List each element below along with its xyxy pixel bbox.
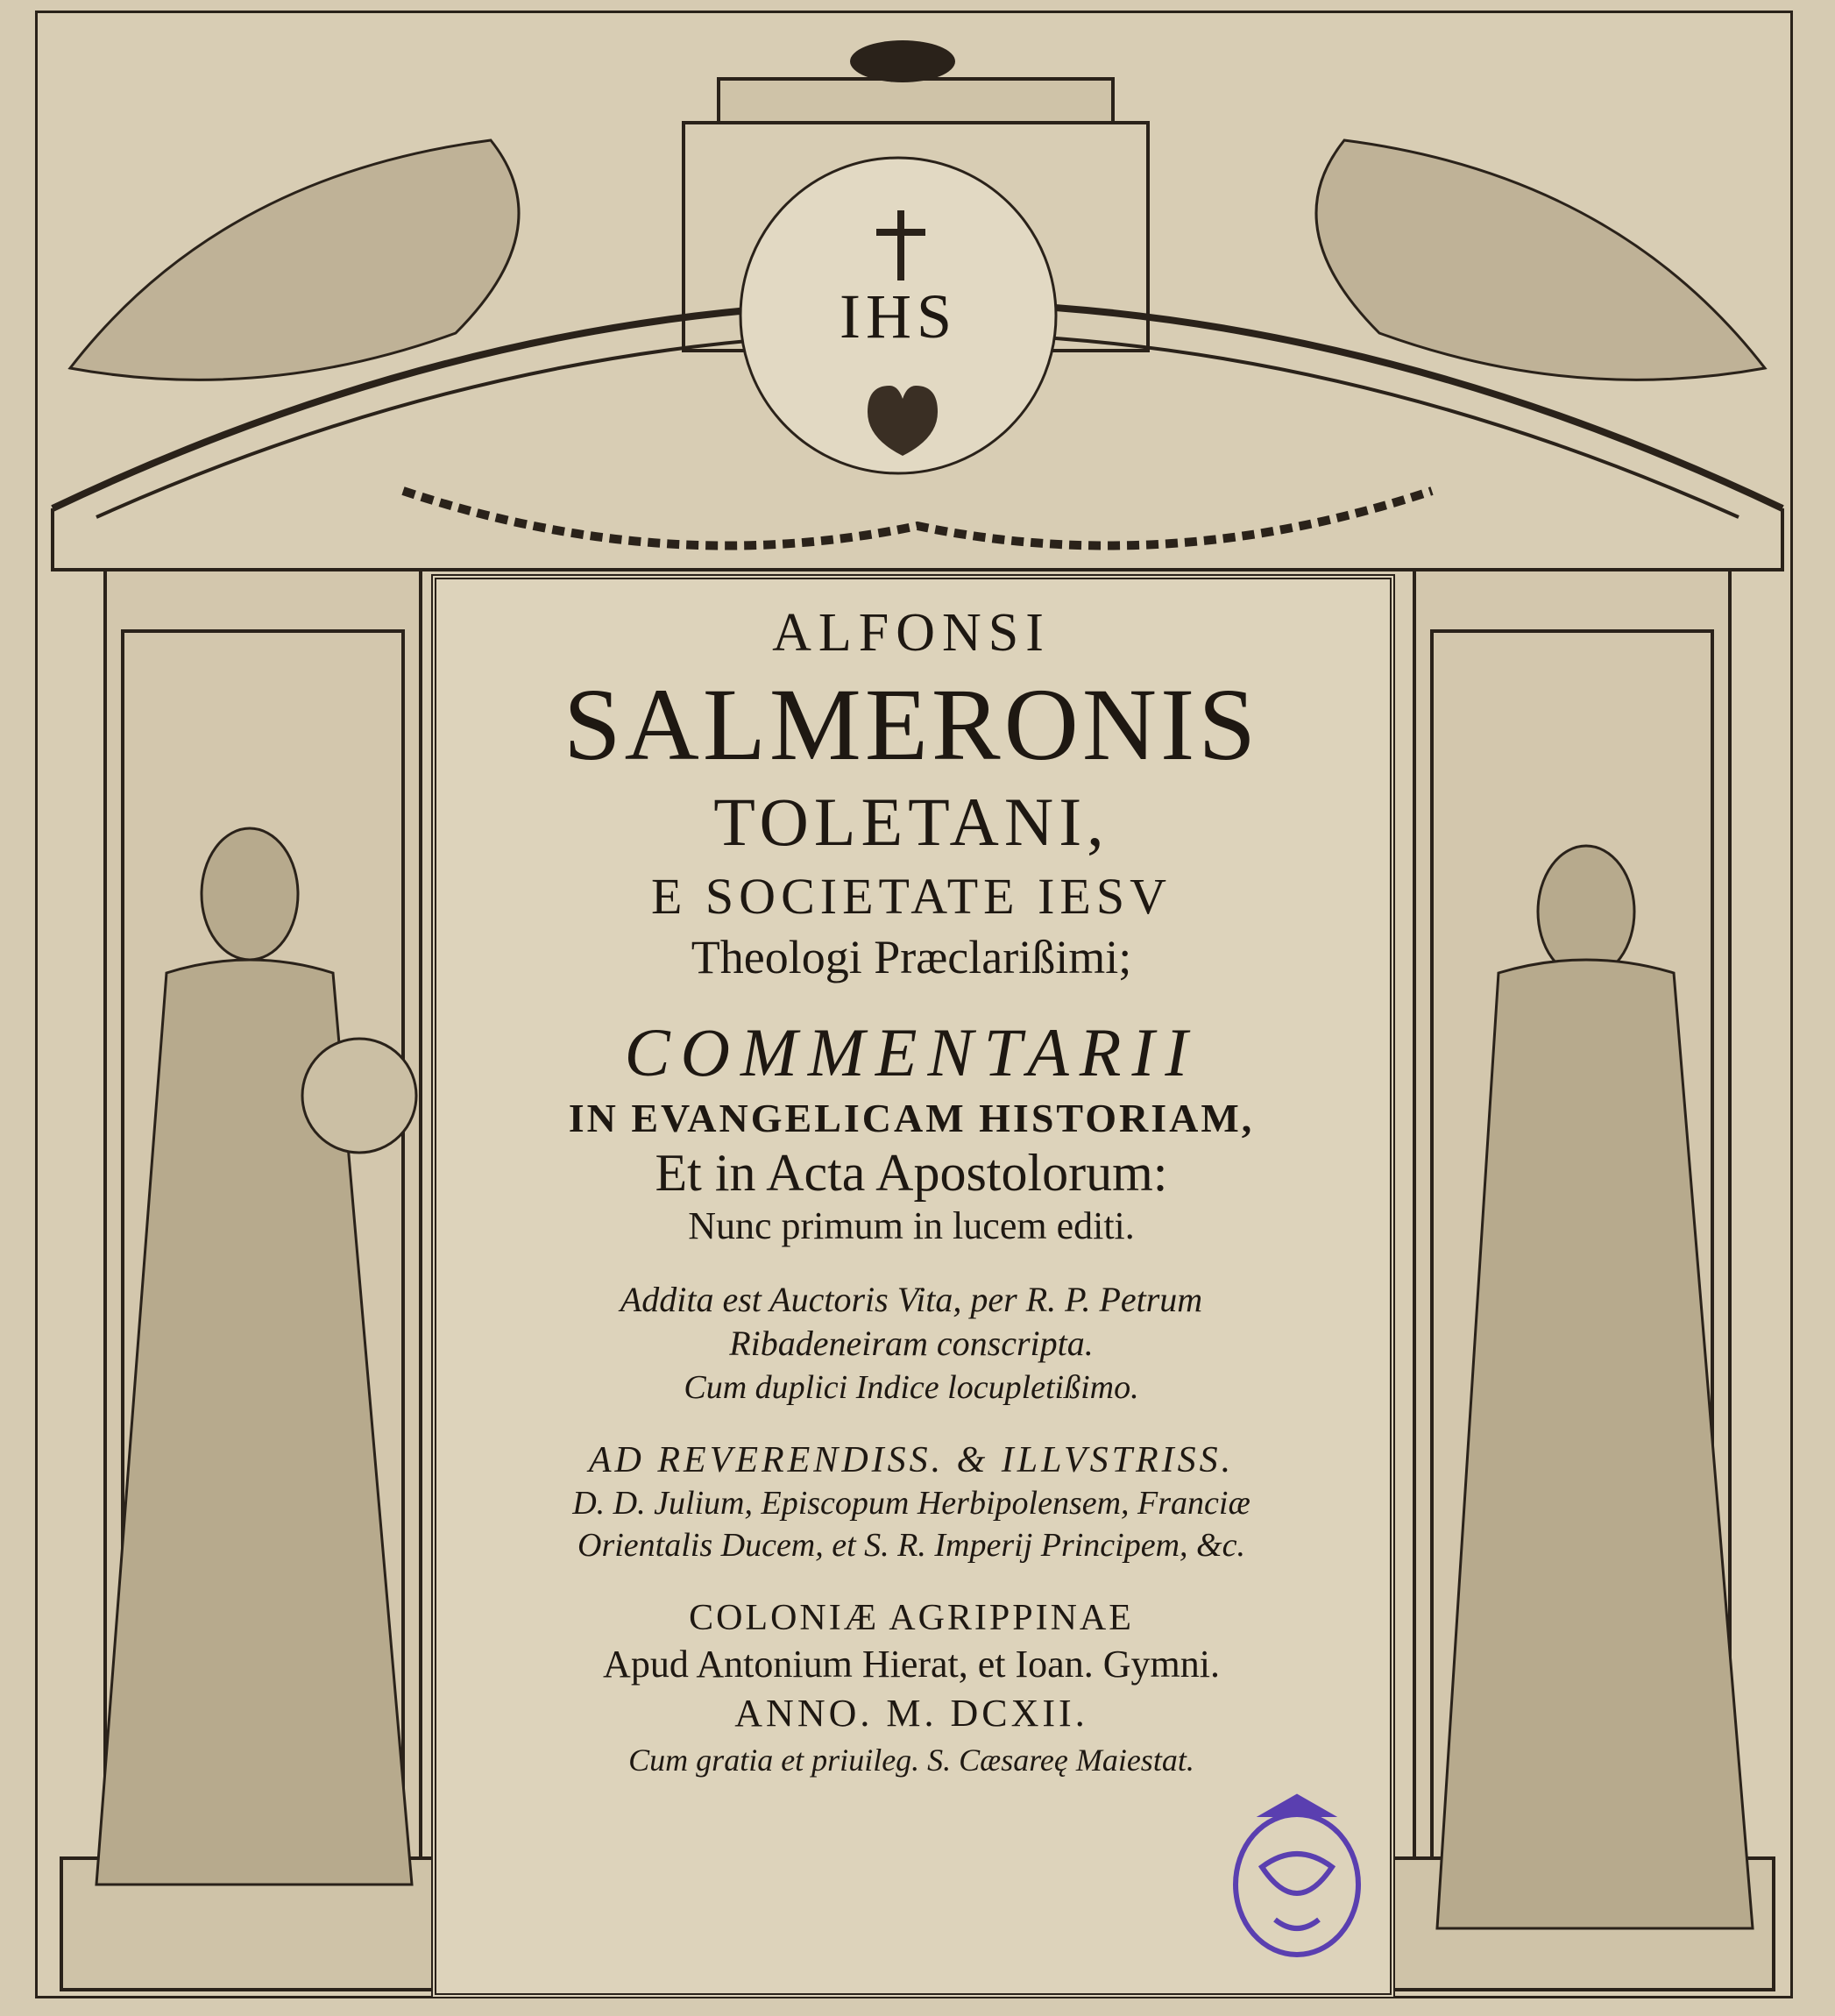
ihs-monogram: IHS (839, 281, 957, 351)
library-stamp-icon (1222, 1788, 1371, 1963)
addita-line-3: Cum duplici Indice locupletißimo. (684, 1368, 1139, 1406)
imprint-privilege: Cum gratia et priuileg. S. Cæsareę Maiestat. (628, 1743, 1194, 1778)
work-subtitle-3: Nunc primum in lucem editi. (688, 1203, 1135, 1247)
addita-line-2: Ribadeneiram conscripta. (729, 1323, 1094, 1363)
dedication-line-3: Orientalis Ducem, et S. R. Imperij Principem, &c. (577, 1526, 1245, 1564)
right-angel-figure (1316, 140, 1765, 380)
addita-line-1: Addita est Auctoris Vita, per R. P. Petrum (620, 1279, 1203, 1319)
imprint-year: ANNO. M. DCXII. (734, 1691, 1088, 1735)
work-subtitle-2: Et in Acta Apostolorum: (655, 1143, 1168, 1202)
lamp-icon (850, 40, 955, 82)
author-order: E SOCIETATE IESV (651, 867, 1172, 925)
title-text-block (456, 605, 1367, 1778)
author-first-name: ALFONSI (772, 603, 1051, 663)
author-epithet: Theologi Præclarißimi; (691, 930, 1132, 983)
work-title: COMMENTARII (624, 1014, 1199, 1091)
dedication-line-2: D. D. Julium, Episcopum Herbipolensem, Franciæ (572, 1484, 1250, 1522)
imprint-place: COLONIÆ AGRIPPINAE (689, 1597, 1134, 1638)
imprint-printer: Apud Antonium Hierat, et Ioan. Gymni. (603, 1642, 1220, 1686)
left-angel-figure (70, 140, 519, 380)
author-surname: SALMERONIS (563, 667, 1259, 783)
author-origin: TOLETANI, (713, 783, 1109, 860)
dedication-line-1: AD REVERENDISS. & ILLVSTRISS. (588, 1439, 1235, 1480)
work-subtitle-1: IN EVANGELICAM HISTORIAM, (568, 1096, 1255, 1141)
garland (403, 491, 1432, 546)
